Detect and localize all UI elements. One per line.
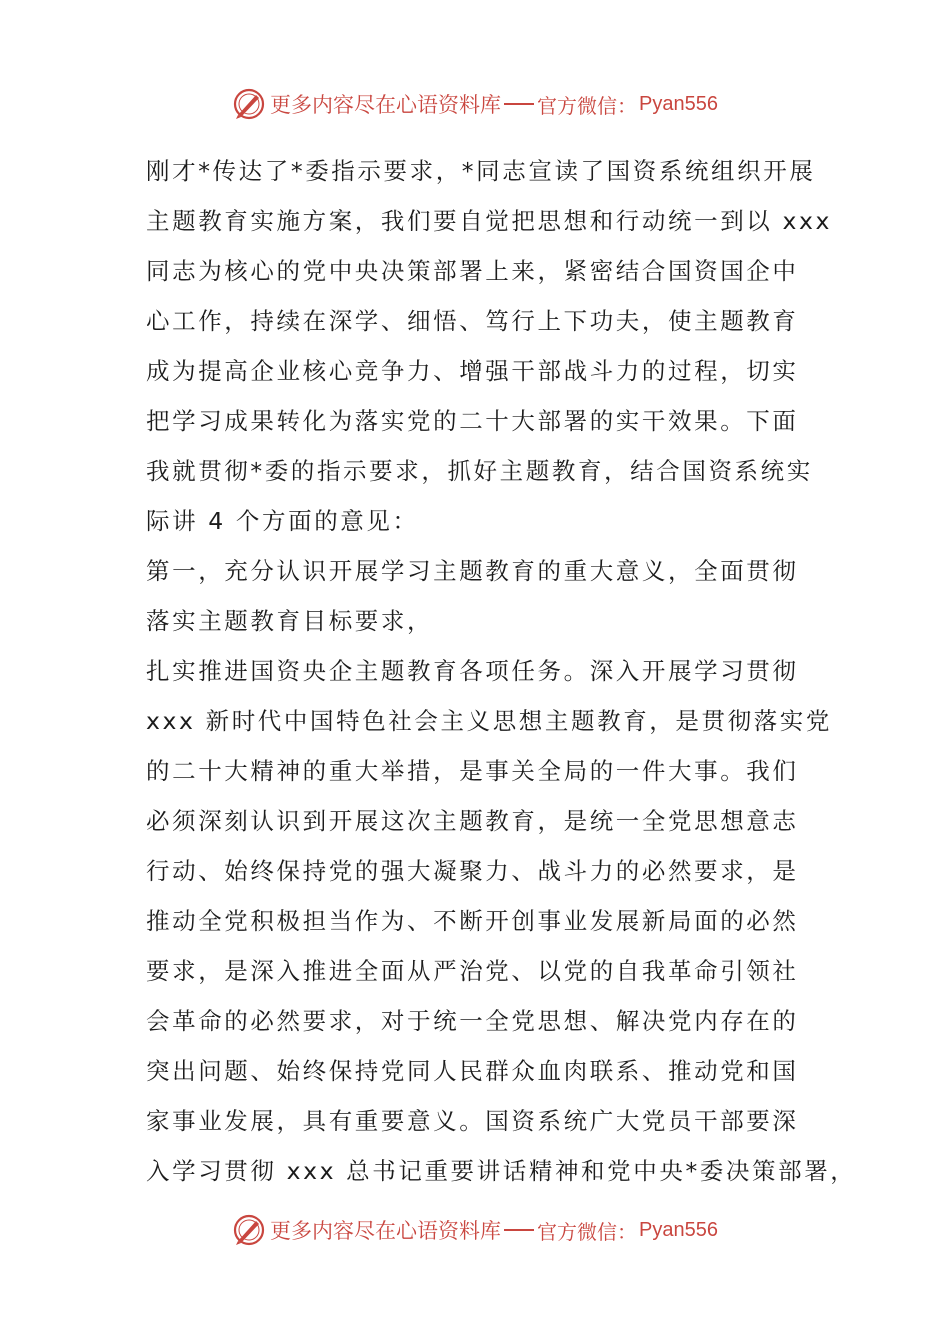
body-line: 把学习成果转化为落实党的二十大部署的实干效果。下面 <box>146 407 799 435</box>
body-line: 成为提高企业核心竞争力、增强干部战斗力的过程，切实 <box>146 357 799 385</box>
header-watermark <box>0 84 950 124</box>
body-line: xxx 新时代中国特色社会主义思想主题教育，是贯彻落实党 <box>146 707 832 735</box>
section-heading-line: 落实主题教育目标要求， <box>146 607 434 635</box>
watermark-wechat-label: 官方微信： <box>537 93 638 118</box>
watermark-site-text: 更多内容尽在心语资料库 <box>270 1219 502 1243</box>
watermark-wechat-id: Pyan556 <box>639 1218 718 1241</box>
body-line: 家事业发展，具有重要意义。国资系统广大党员干部要深 <box>146 1107 799 1135</box>
body-line: 同志为核心的党中央决策部署上来，紧密结合国资国企中 <box>146 257 799 285</box>
body-line: 突出问题、始终保持党同人民群众血肉联系、推动党和国 <box>146 1057 799 1085</box>
body-line: 扎实推进国资央企主题教育各项任务。深入开展学习贯彻 <box>146 657 799 685</box>
body-line: 心工作，持续在深学、细悟、笃行上下功夫，使主题教育 <box>146 307 799 335</box>
footer-watermark <box>0 1210 950 1250</box>
body-line: 行动、始终保持党的强大凝聚力、战斗力的必然要求，是 <box>146 857 799 885</box>
watermark-dash <box>504 1229 534 1231</box>
body-line: 入学习贯彻 xxx 总书记重要讲话精神和党中央*委决策部署， <box>146 1157 857 1185</box>
pen-logo-icon <box>232 1213 266 1247</box>
pen-logo-icon <box>232 87 266 121</box>
body-line: 我就贯彻*委的指示要求，抓好主题教育，结合国资系统实 <box>146 457 813 485</box>
watermark-dash <box>504 103 534 105</box>
body-line: 主题教育实施方案，我们要自觉把思想和行动统一到以 xxx <box>146 207 832 235</box>
body-line: 刚才*传达了*委指示要求，*同志宣读了国资系统组织开展 <box>146 157 816 185</box>
watermark-wechat-label: 官方微信： <box>537 1219 638 1244</box>
body-line: 要求，是深入推进全面从严治党、以党的自我革命引领社 <box>146 957 799 985</box>
section-heading-line: 第一，充分认识开展学习主题教育的重大意义，全面贯彻 <box>146 557 799 585</box>
body-line: 的二十大精神的重大举措，是事关全局的一件大事。我们 <box>146 757 799 785</box>
watermark-wechat-id: Pyan556 <box>639 92 718 115</box>
body-line: 推动全党积极担当作为、不断开创事业发展新局面的必然 <box>146 907 799 935</box>
watermark-site-text: 更多内容尽在心语资料库 <box>270 93 502 117</box>
body-line: 会革命的必然要求，对于统一全党思想、解决党内存在的 <box>146 1007 799 1035</box>
body-line: 必须深刻认识到开展这次主题教育，是统一全党思想意志 <box>146 807 799 835</box>
body-line: 际讲 4 个方面的意见： <box>146 507 419 535</box>
document-body <box>146 146 857 1196</box>
